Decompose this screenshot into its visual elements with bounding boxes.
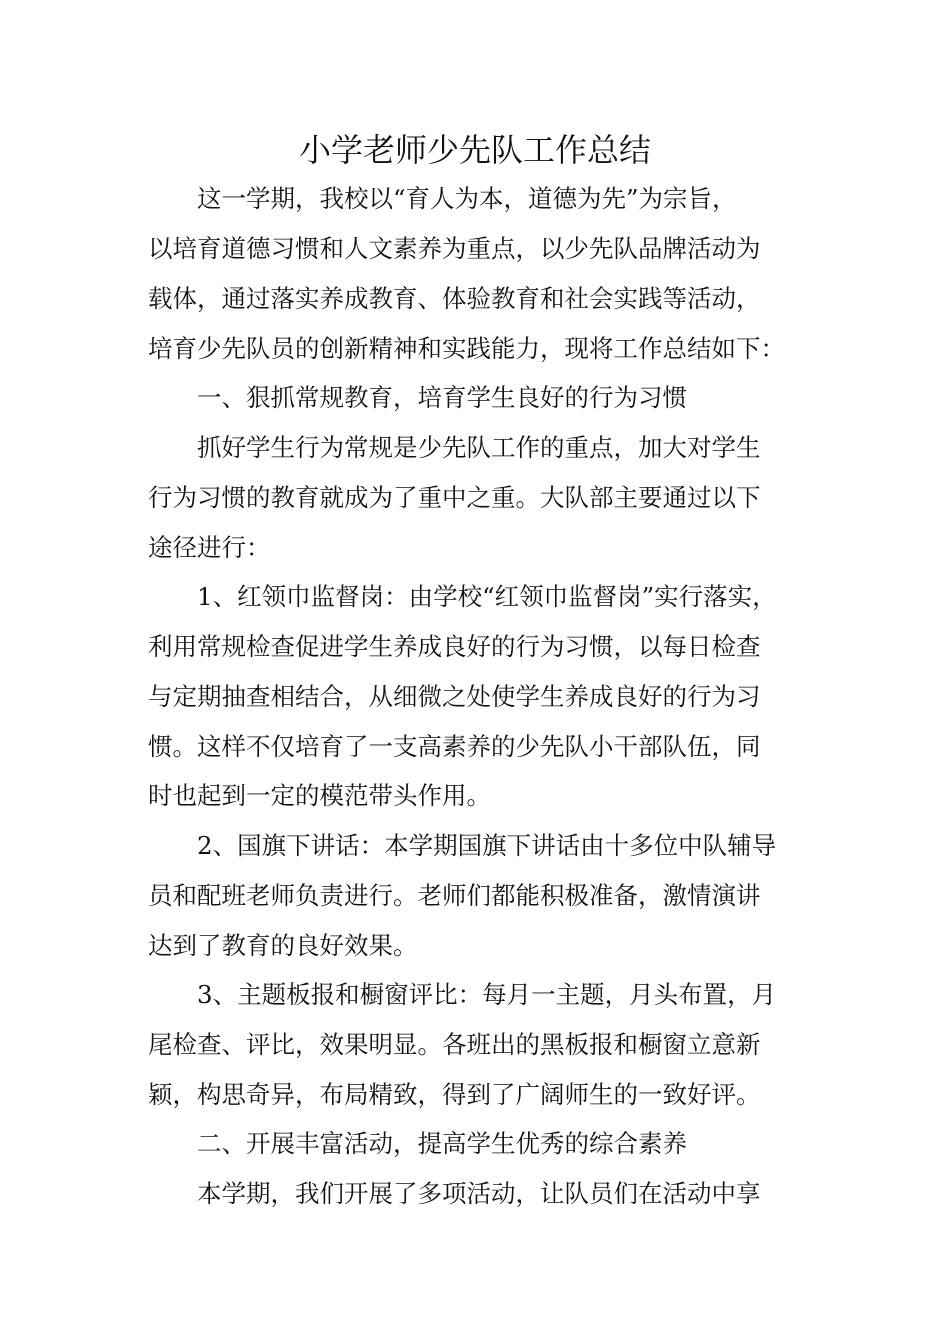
section-heading: 一、狠抓常规教育，培育学生良好的行为习惯	[197, 383, 687, 412]
body-line: 以培育道德习惯和人文素养为重点，以少先队品牌活动为	[148, 234, 761, 263]
body-line: 途径进行：	[148, 533, 271, 562]
page-title: 小学老师少先队工作总结	[298, 131, 651, 169]
body-line: 行为习惯的教育就成为了重中之重。大队部主要通过以下	[148, 483, 761, 512]
body-line: 员和配班老师负责进行。老师们都能积极准备，激情演讲	[148, 881, 761, 910]
body-line: 抓好学生行为常规是少先队工作的重点，加大对学生	[197, 433, 761, 462]
body-line: 3、主题板报和橱窗评比：每月一主题，月头布置，月	[197, 980, 777, 1009]
body-line: 本学期，我们开展了多项活动，让队员们在活动中享	[197, 1179, 761, 1208]
body-line: 惯。这样不仅培育了一支高素养的少先队小干部队伍，同	[148, 732, 761, 761]
section-heading: 二、开展丰富活动，提高学生优秀的综合素养	[197, 1129, 687, 1158]
body-line: 2、国旗下讲话：本学期国旗下讲话由十多位中队辅导	[197, 831, 777, 860]
body-line: 这一学期，我校以“育人为本，道德为先”为宗旨，	[197, 184, 737, 213]
body-line: 培育少先队员的创新精神和实践能力，现将工作总结如下：	[148, 334, 785, 363]
body-line: 颖，构思奇异，布局精致，得到了广阔师生的一致好评。	[148, 1080, 761, 1109]
body-line: 1、红领巾监督岗：由学校“红领巾监督岗”实行落实，	[197, 582, 777, 611]
body-line: 时也起到一定的模范带头作用。	[148, 781, 491, 810]
body-line: 与定期抽查相结合，从细微之处使学生养成良好的行为习	[148, 682, 761, 711]
body-line: 利用常规检查促进学生养成良好的行为习惯，以每日检查	[148, 632, 761, 661]
body-line: 达到了教育的良好效果。	[148, 931, 418, 960]
body-line: 载体，通过落实养成教育、体验教育和社会实践等活动，	[148, 284, 761, 313]
body-line: 尾检查、评比，效果明显。各班出的黑板报和橱窗立意新	[148, 1030, 761, 1059]
